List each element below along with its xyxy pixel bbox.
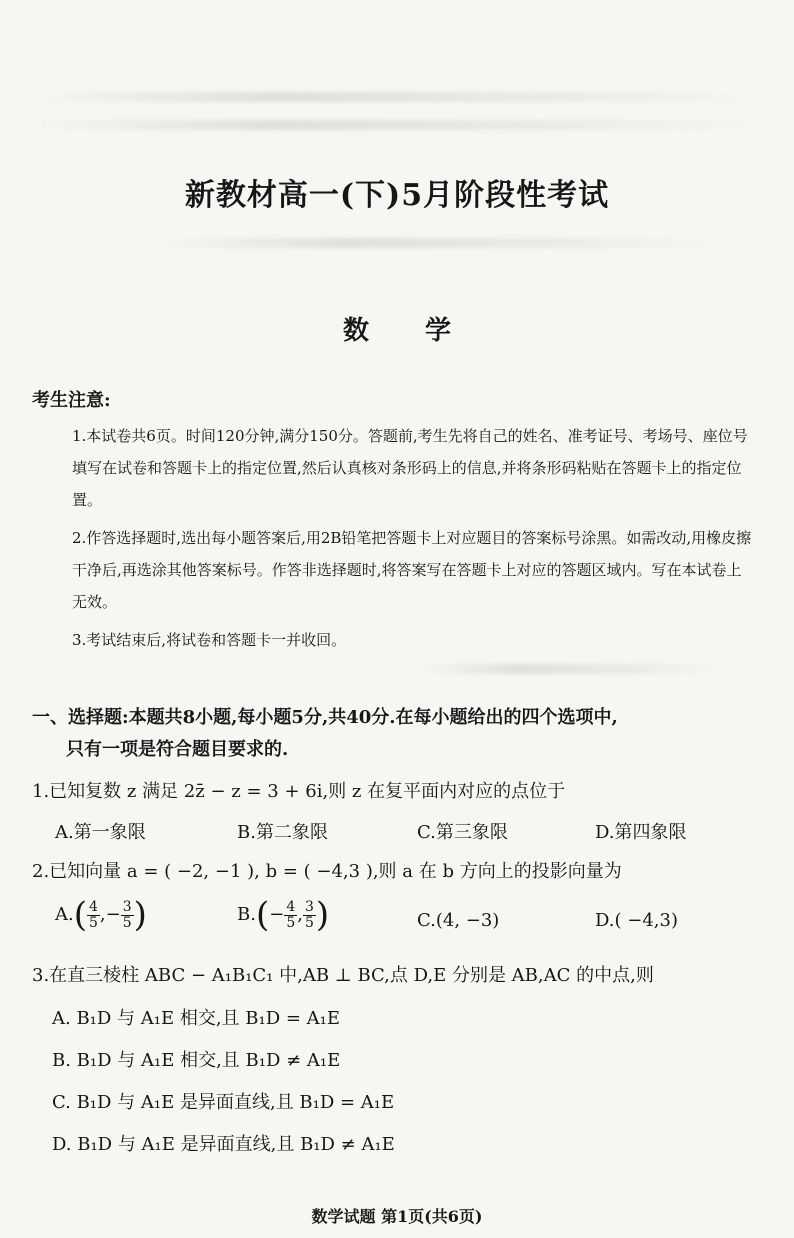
q2-option-c: C.(4, −3) xyxy=(417,910,500,931)
subject-char-1: 数 xyxy=(342,316,369,346)
notice-item-2: 2.作答选择题时,选出每小题答案后,用2B铅笔把答题卡上对应题目的答案标号涂黑。如需改动,用橡皮擦干净后,再选涂其他答案标号。作答非选择题时,将答案写在答题卡上对应的答题区域内。写在本试卷上无效。 xyxy=(72,529,752,611)
question-3-stem: 3.在直三棱柱 ABC − A₁B₁C₁ 中,AB ⊥ BC,点 D,E 分别是 AB,AC 的中点,则 xyxy=(32,965,654,986)
q2-option-a: A.( $\frac{4}{5}$ ,− $\frac{3}{5}$ ) xyxy=(55,895,147,935)
exam-title: 新教材高一(下)5月阶段性考试 xyxy=(184,178,610,213)
notice-item-1: 1.本试卷共6页。时间120分钟,满分150分。答题前,考生先将自己的姓名、准考证号、考场号、座位号填写在试卷和答题卡上的指定位置,然后认真核对条形码上的信息,并将条形码粘贴在答题卡上的指定位置。 xyxy=(72,427,748,509)
question-2-stem: 2.已知向量 a = ( −2, −1 ), b = ( −4,3 ),则 a 在 b 方向上的投影向量为 xyxy=(32,861,622,882)
q1-option-b: B.第二象限 xyxy=(237,822,328,843)
q2-b-frac-2: $\frac{3}{5}$ xyxy=(304,898,314,931)
section-heading-line-1: 一、选择题:本题共8小题,每小题5分,共40分.在每小题给出的四个选项中, xyxy=(32,707,618,728)
q2-option-b: B.(− $\frac{4}{5}$ , $\frac{3}{5}$ ) xyxy=(237,895,330,935)
notice-item-3: 3.考试结束后,将试卷和答题卡一并收回。 xyxy=(72,631,347,649)
q2-b-frac-1: $\frac{4}{5}$ xyxy=(286,898,296,931)
question-1-options xyxy=(55,818,755,846)
q1-option-c: C.第三象限 xyxy=(417,822,508,843)
q3-option-a: A. B₁D 与 A₁E 相交,且 B₁D = A₁E xyxy=(52,1008,341,1029)
page-footer: 数学试题 第1页(共6页) xyxy=(311,1207,483,1226)
q2-option-a-label: A. xyxy=(55,904,74,925)
q2-option-b-label: B. xyxy=(237,904,256,925)
q3-option-b: B. B₁D 与 A₁E 相交,且 B₁D ≠ A₁E xyxy=(52,1050,341,1071)
question-1-stem: 1.已知复数 z 满足 2z̄ − z = 3 + 6i,则 z 在复平面内对应的点位于 xyxy=(32,781,566,802)
section-heading-line-2: 只有一项是符合题目要求的. xyxy=(66,739,289,760)
notice-heading: 考生注意: xyxy=(32,390,111,411)
q3-option-c: C. B₁D 与 A₁E 是异面直线,且 B₁D = A₁E xyxy=(52,1092,395,1113)
bleed-through-mark xyxy=(30,92,770,102)
q1-option-d: D.第四象限 xyxy=(595,822,687,843)
q2-a-frac-1: $\frac{4}{5}$ xyxy=(89,898,98,931)
q2-option-d: D.( −4,3) xyxy=(595,910,678,931)
subject-char-2: 学 xyxy=(425,316,452,346)
bleed-through-mark xyxy=(420,664,720,674)
subject-title xyxy=(0,310,794,347)
bleed-through-mark xyxy=(30,120,770,130)
section-heading xyxy=(32,702,762,766)
question-2-options xyxy=(55,895,755,948)
q2-a-frac-2: $\frac{3}{5}$ xyxy=(122,898,132,931)
q1-option-a: A.第一象限 xyxy=(55,822,146,843)
bleed-through-mark xyxy=(160,238,720,248)
q3-option-d: D. B₁D 与 A₁E 是异面直线,且 B₁D ≠ A₁E xyxy=(52,1134,395,1155)
